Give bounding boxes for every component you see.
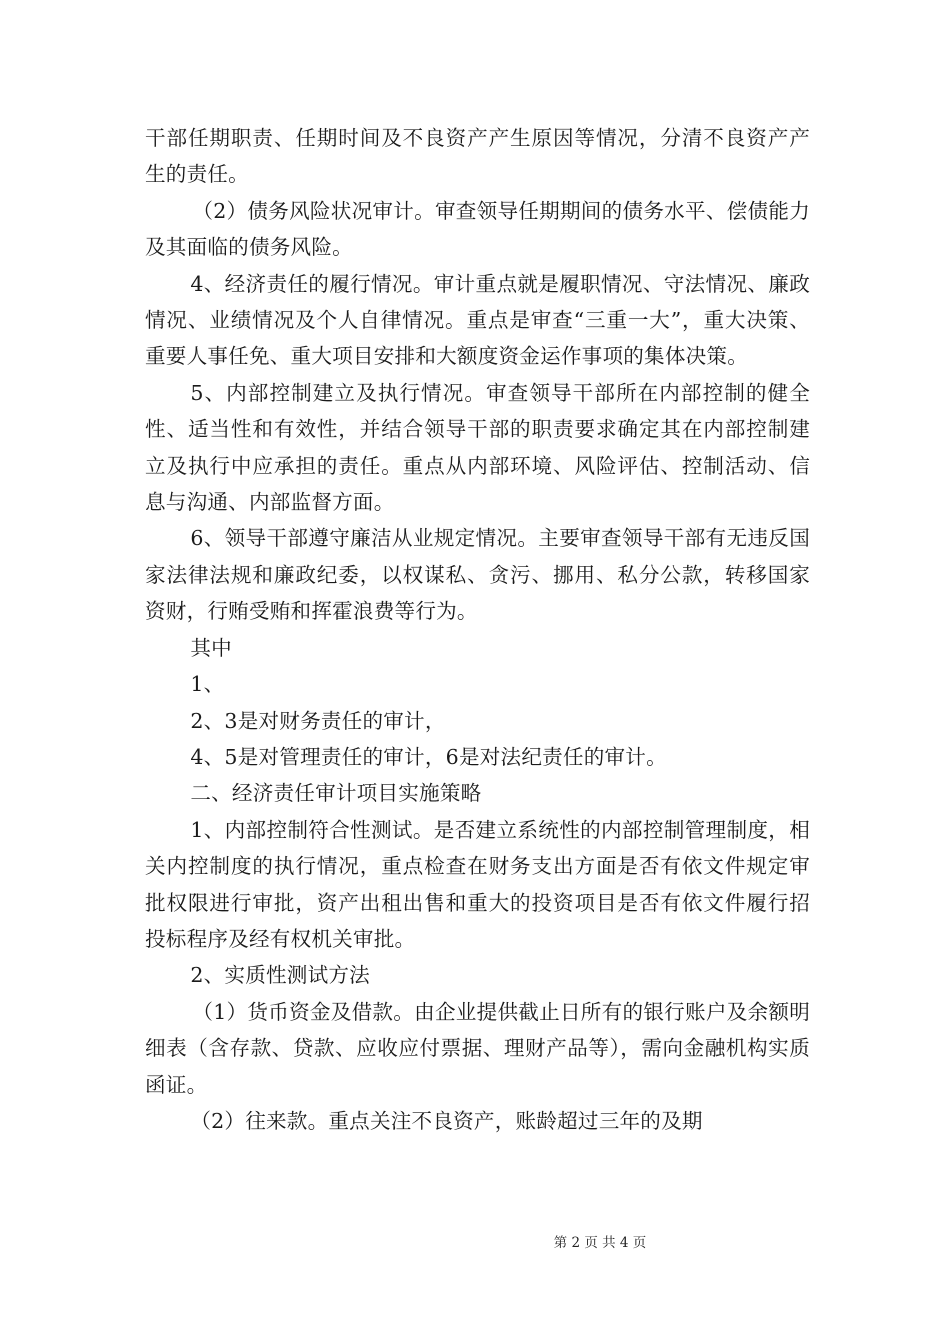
- paragraph: （2）往来款。重点关注不良资产，账龄超过三年的及期: [190, 1108, 703, 1133]
- page-footer: [0, 1231, 950, 1251]
- paragraph: 6、领导干部遵守廉洁从业规定情况。主要审查领导干部有无违反国家法律法规和廉政纪委，以权谋私、贪污、挪用、私分公款，转移国家资财，行贿受贿和挥霍浪费等行为。: [145, 526, 810, 624]
- paragraph: 其中: [190, 635, 232, 660]
- paragraph: 5、内部控制建立及执行情况。审查领导干部所在内部控制的健全性、适当性和有效性，并结合领导干部的职责要求确定其在内部控制建立及执行中应承担的责任。重点从内部环境、风险评估、控制活动、信息与沟通、内部监督方面。: [145, 380, 810, 515]
- paragraph: 干部任期职责、任期时间及不良资产产生原因等情况，分清不良资产产生的责任。: [145, 126, 810, 187]
- paragraph: 1、: [190, 672, 225, 697]
- paragraph: 4、经济责任的履行情况。审计重点就是履职情况、守法情况、廉政情况、业绩情况及个人自律情况。重点是审查“三重一大”，重大决策、重要人事任免、重大项目安排和大额度资金运作事项的集体决策。: [145, 271, 810, 369]
- paragraph: 2、实质性测试方法: [190, 963, 370, 988]
- section-heading: 二、经济责任审计项目实施策略: [190, 781, 482, 806]
- page-number: 第 2 页 共 4 页: [553, 1235, 647, 1251]
- paragraph: 4、5是对管理责任的审计，6是对法纪责任的审计。: [190, 744, 667, 769]
- paragraph: （1）货币资金及借款。由企业提供截止日所有的银行账户及余额明细表（含存款、贷款、应收应付票据、理财产品等），需向金融机构实质函证。: [145, 999, 810, 1097]
- paragraph: （2）债务风险状况审计。审查领导任期期间的债务水平、偿债能力及其面临的债务风险。: [145, 198, 810, 260]
- paragraph: 2、3是对财务责任的审计，: [190, 708, 446, 733]
- paragraph: 1、内部控制符合性测试。是否建立系统性的内部控制管理制度，相关内控制度的执行情况，重点检查在财务支出方面是否有依文件规定审批权限进行审批，资产出租出售和重大的投资项目是否有依文件履行招投标程序及经有权机关审批。: [145, 817, 810, 951]
- document-body: [145, 120, 810, 1139]
